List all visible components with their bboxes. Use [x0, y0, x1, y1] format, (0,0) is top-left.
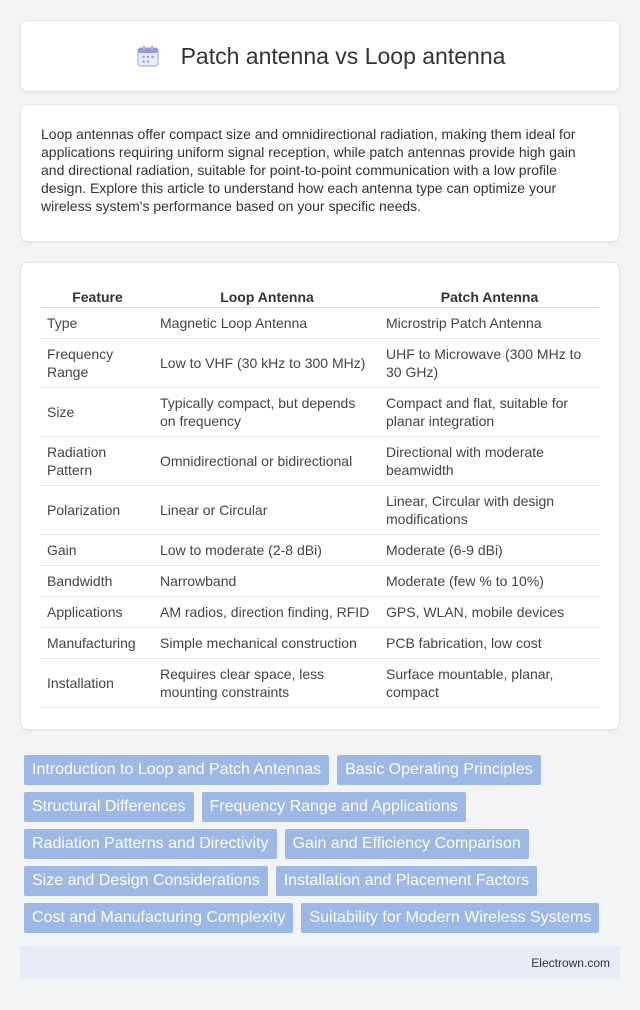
page-title: Patch antenna vs Loop antenna [180, 42, 506, 69]
topic-tag-link[interactable]: Installation and Placement Factors [276, 866, 537, 896]
table-row [41, 388, 599, 437]
table-cell: Frequency Range [41, 339, 154, 388]
tag-row [24, 792, 624, 822]
topic-tag-link[interactable]: Structural Differences [24, 792, 194, 822]
topic-tag-link[interactable]: Basic Operating Principles [337, 755, 541, 785]
topic-tag-link[interactable]: Frequency Range and Applications [202, 792, 466, 822]
table-cell: Linear, Circular with design modifications [380, 486, 599, 535]
table-cell: Radiation Pattern [41, 437, 154, 486]
calendar-icon [135, 43, 161, 69]
table-cell: PCB fabrication, low cost [380, 628, 599, 659]
table-row [41, 628, 599, 659]
tag-row [24, 755, 624, 785]
table-row [41, 308, 599, 339]
tag-row [24, 829, 624, 859]
topic-tag-link[interactable]: Gain and Efficiency Comparison [285, 829, 529, 859]
table-cell: Compact and flat, suitable for planar integration [380, 388, 599, 437]
table-cell: Narrowband [154, 566, 380, 597]
table-row [41, 339, 599, 388]
table-cell: Surface mountable, planar, compact [380, 659, 599, 708]
topic-tags [24, 755, 624, 940]
comparison-table [41, 283, 599, 708]
topic-tag-link[interactable]: Size and Design Considerations [24, 866, 268, 896]
table-cell: Polarization [41, 486, 154, 535]
table-cell: Low to VHF (30 kHz to 300 MHz) [154, 339, 380, 388]
table-row [41, 437, 599, 486]
table-cell: UHF to Microwave (300 MHz to 30 GHz) [380, 339, 599, 388]
column-header-feature: Feature [41, 283, 154, 308]
table-cell: Directional with moderate beamwidth [380, 437, 599, 486]
footer [20, 946, 620, 979]
tag-row [24, 866, 624, 896]
table-cell: Low to moderate (2-8 dBi) [154, 535, 380, 566]
table-cell: Installation [41, 659, 154, 708]
table-row [41, 659, 599, 708]
table-cell: AM radios, direction finding, RFID [154, 597, 380, 628]
table-cell: Magnetic Loop Antenna [154, 308, 380, 339]
table-cell: Omnidirectional or bidirectional [154, 437, 380, 486]
topic-tag-link[interactable]: Introduction to Loop and Patch Antennas [24, 755, 329, 785]
topic-tag-link[interactable]: Cost and Manufacturing Complexity [24, 903, 293, 933]
table-row [41, 597, 599, 628]
tag-row [24, 903, 624, 933]
table-cell: Microstrip Patch Antenna [380, 308, 599, 339]
topic-tag-link[interactable]: Radiation Patterns and Directivity [24, 829, 277, 859]
table-row [41, 535, 599, 566]
table-cell: Requires clear space, less mounting constraints [154, 659, 380, 708]
table-cell: Typically compact, but depends on frequency [154, 388, 380, 437]
table-cell: Size [41, 388, 154, 437]
column-header-loop: Loop Antenna [154, 283, 380, 308]
table-cell: Moderate (6-9 dBi) [380, 535, 599, 566]
table-row [41, 566, 599, 597]
table-cell: Applications [41, 597, 154, 628]
title-card [20, 20, 620, 92]
table-cell: Linear or Circular [154, 486, 380, 535]
footer-site-link[interactable]: Electrown.com [531, 955, 610, 970]
table-cell: Manufacturing [41, 628, 154, 659]
intro-text: Loop antennas offer compact size and omnidirectional radiation, making them ideal for applications requiring uniform signal reception, while patch antennas provide high gain and directional radiation, suitable for point-to-point communication with a low profile design. Explore this article to understand how each antenna type can optimize your wireless system's performance based on your specific needs. [41, 126, 576, 214]
table-header-row [41, 283, 599, 308]
table-row [41, 486, 599, 535]
table-cell: Type [41, 308, 154, 339]
table-cell: Moderate (few % to 10%) [380, 566, 599, 597]
intro-card [20, 104, 620, 242]
table-cell: Simple mechanical construction [154, 628, 380, 659]
column-header-patch: Patch Antenna [380, 283, 599, 308]
table-cell: Bandwidth [41, 566, 154, 597]
table-cell: Gain [41, 535, 154, 566]
comparison-table-card [20, 262, 620, 730]
topic-tag-link[interactable]: Suitability for Modern Wireless Systems [301, 903, 599, 933]
table-cell: GPS, WLAN, mobile devices [380, 597, 599, 628]
